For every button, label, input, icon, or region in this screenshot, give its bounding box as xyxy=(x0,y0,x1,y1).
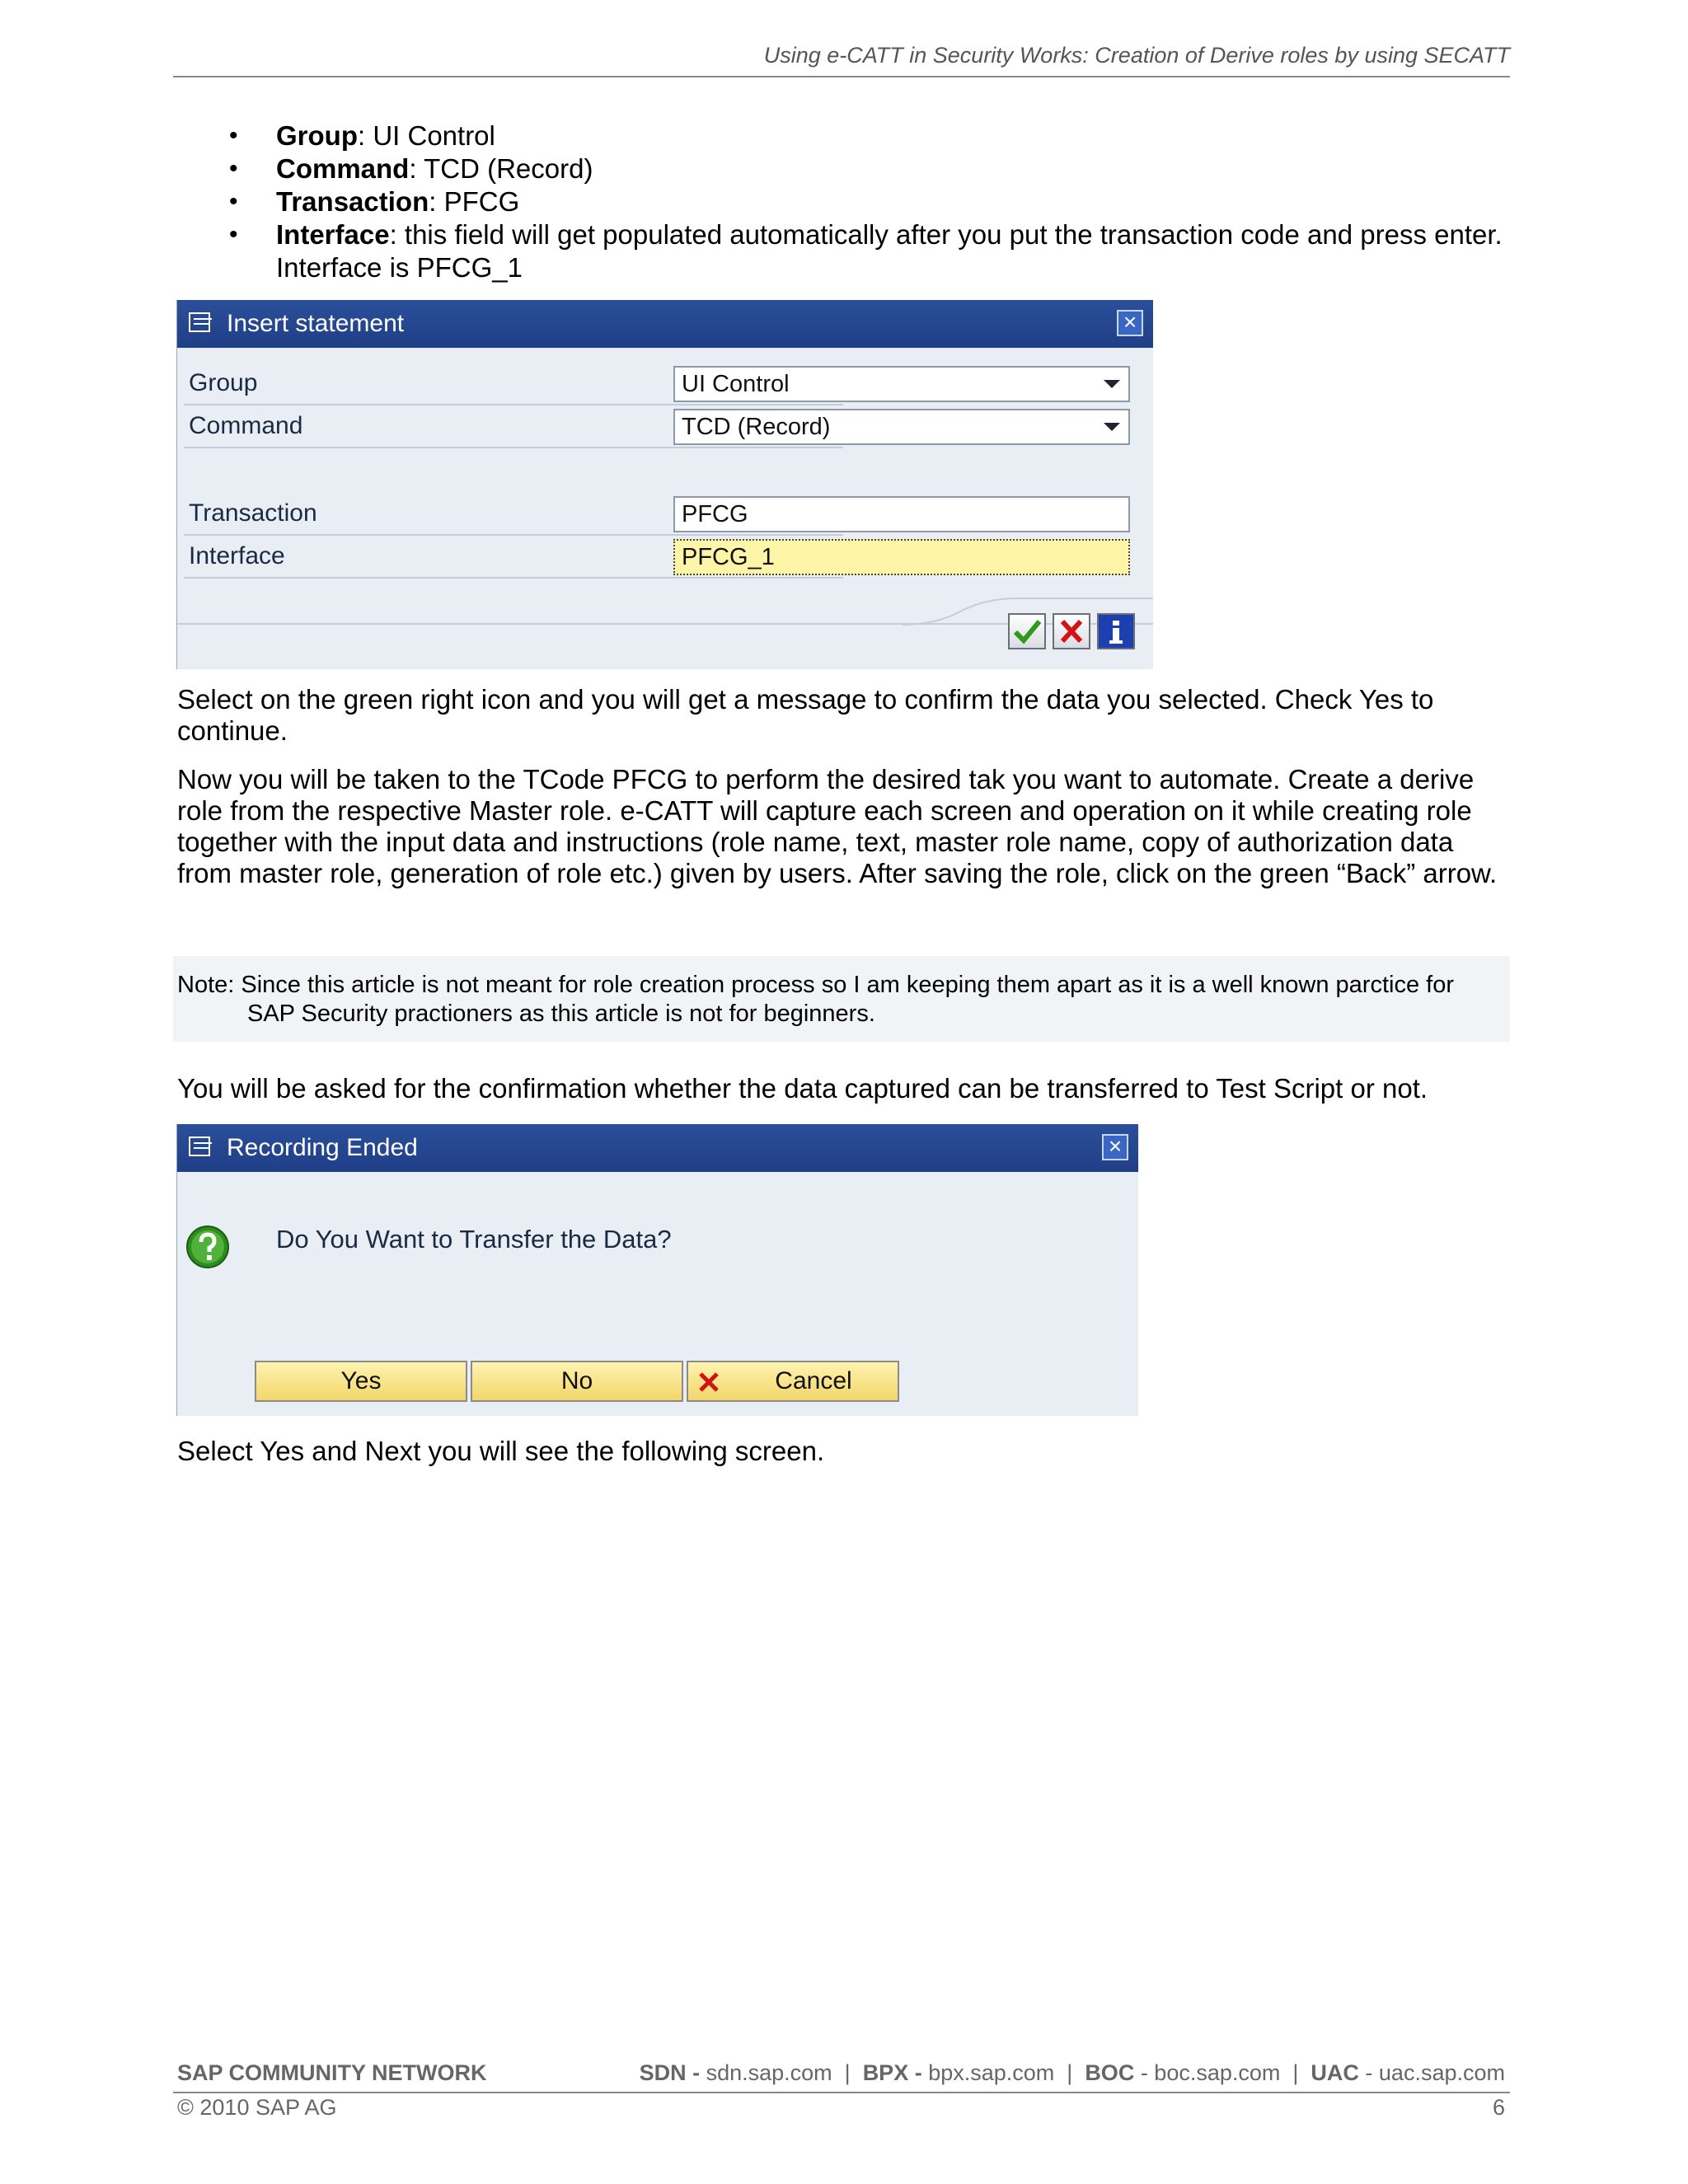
insert-statement-dialog xyxy=(176,300,1153,669)
running-header: Using e-CATT in Security Works: Creation of Derive roles by using SECATT xyxy=(763,43,1510,68)
command-select[interactable] xyxy=(673,409,1130,445)
dialog-title-bar xyxy=(177,1124,1138,1172)
transaction-input[interactable]: PFCG xyxy=(673,496,1130,532)
bullet-text: : TCD (Record) xyxy=(409,153,593,184)
footer-link[interactable]: - uac.sap.com xyxy=(1358,2060,1505,2085)
transaction-label: Transaction xyxy=(189,499,317,527)
edit-document-icon xyxy=(189,1137,213,1158)
footer-link-label: BOC xyxy=(1085,2060,1135,2085)
cancel-button[interactable] xyxy=(687,1361,899,1402)
confirm-button[interactable] xyxy=(1008,613,1046,649)
note-line: SAP Security practioners as this article is not for beginners. xyxy=(247,1001,875,1027)
bullet-text: : this field will get populated automatically after you put the transaction code and press enter. Interface is PFCG_1 xyxy=(276,219,1503,283)
paragraph-pfcg: Now you will be taken to the TCode PFCG to perform the desired tak you want to automate. Create a derive role from the respective Master role. e-CATT will capture each screen and operation on it while creating role together with the input data and instructions (role name, text, master role name, copy of authorization data from master role, generation of role etc.) given by users. After saving the role, click on the green “Back” arrow. xyxy=(177,764,1498,888)
cancel-x-icon xyxy=(696,1371,721,1394)
edit-document-icon xyxy=(189,312,213,334)
bullet-term: Group xyxy=(276,120,358,151)
bullet-term: Interface xyxy=(276,219,390,250)
bullet-text: : PFCG xyxy=(429,186,520,217)
chevron-down-icon[interactable] xyxy=(1104,423,1120,431)
paragraph-confirm: Select on the green right icon and you will get a message to confirm the data you selected. Check Yes to continue. xyxy=(177,684,1434,746)
footer-network: SAP COMMUNITY NETWORK xyxy=(177,2060,487,2085)
command-select-value: TCD (Record) xyxy=(682,414,831,440)
footer-link[interactable]: bpx.sap.com xyxy=(921,2060,1055,2085)
interface-input[interactable]: PFCG_1 xyxy=(673,539,1130,575)
group-label: Group xyxy=(189,369,258,396)
footer-separator: | xyxy=(1280,2060,1311,2085)
row-divider xyxy=(184,577,843,579)
info-button[interactable] xyxy=(1097,613,1135,649)
chevron-down-icon[interactable] xyxy=(1104,380,1120,388)
info-icon xyxy=(1099,615,1133,648)
command-label: Command xyxy=(189,412,303,439)
yes-button[interactable]: Yes xyxy=(255,1361,467,1402)
footer-divider xyxy=(173,2092,1510,2093)
footer-separator: | xyxy=(832,2060,863,2085)
footer-link-label: SDN - xyxy=(639,2060,701,2085)
footer-separator: | xyxy=(1054,2060,1085,2085)
copyright: © 2010 SAP AG xyxy=(177,2095,337,2120)
confirmation-question: Do You Want to Transfer the Data? xyxy=(276,1225,672,1254)
dialog-title-bar xyxy=(177,300,1153,348)
list-item xyxy=(173,218,1508,284)
group-select-value: UI Control xyxy=(682,371,790,397)
cancel-button[interactable] xyxy=(1053,613,1090,649)
no-button[interactable]: No xyxy=(471,1361,683,1402)
cancel-x-icon xyxy=(1054,615,1089,648)
recording-ended-dialog xyxy=(176,1124,1138,1416)
row-divider xyxy=(184,447,843,448)
paragraph-transfer: You will be asked for the confirmation whether the data captured can be transferred to Test Script or not. xyxy=(177,1073,1428,1104)
note-line: Note: Since this article is not meant for role creation process so I am keeping them apart as it is a well known parctice for xyxy=(177,972,1454,998)
checkmark-icon xyxy=(1010,615,1044,648)
footer-link[interactable]: - boc.sap.com xyxy=(1134,2060,1281,2085)
group-select[interactable] xyxy=(673,366,1130,402)
page-number: 6 xyxy=(1492,2095,1505,2120)
note-box xyxy=(173,956,1510,1042)
footer-links xyxy=(640,2060,1505,2086)
interface-label: Interface xyxy=(189,542,285,569)
row-divider xyxy=(184,404,843,405)
list-item xyxy=(173,152,1508,185)
close-icon[interactable]: × xyxy=(1102,1134,1128,1160)
bullet-term: Transaction xyxy=(276,186,429,217)
note-text xyxy=(177,971,1506,1029)
close-icon[interactable]: × xyxy=(1117,310,1143,336)
dialog-title: Recording Ended xyxy=(227,1134,418,1161)
footer-link-label: BPX - xyxy=(862,2060,922,2085)
dialog-footer-divider xyxy=(177,623,1153,625)
paragraph-next: Select Yes and Next you will see the following screen. xyxy=(177,1436,825,1466)
bullet-term: Command xyxy=(276,153,410,184)
footer-link[interactable]: sdn.sap.com xyxy=(700,2060,832,2085)
bullet-text: : UI Control xyxy=(357,120,495,151)
header-divider xyxy=(173,76,1510,77)
question-icon xyxy=(185,1225,230,1269)
footer-link-label: UAC xyxy=(1311,2060,1359,2085)
dialog-title: Insert statement xyxy=(227,310,405,337)
settings-bullet-list xyxy=(173,120,1508,284)
list-item xyxy=(173,120,1508,152)
cancel-label: Cancel xyxy=(775,1367,852,1394)
row-divider xyxy=(184,534,843,536)
list-item xyxy=(173,185,1508,218)
